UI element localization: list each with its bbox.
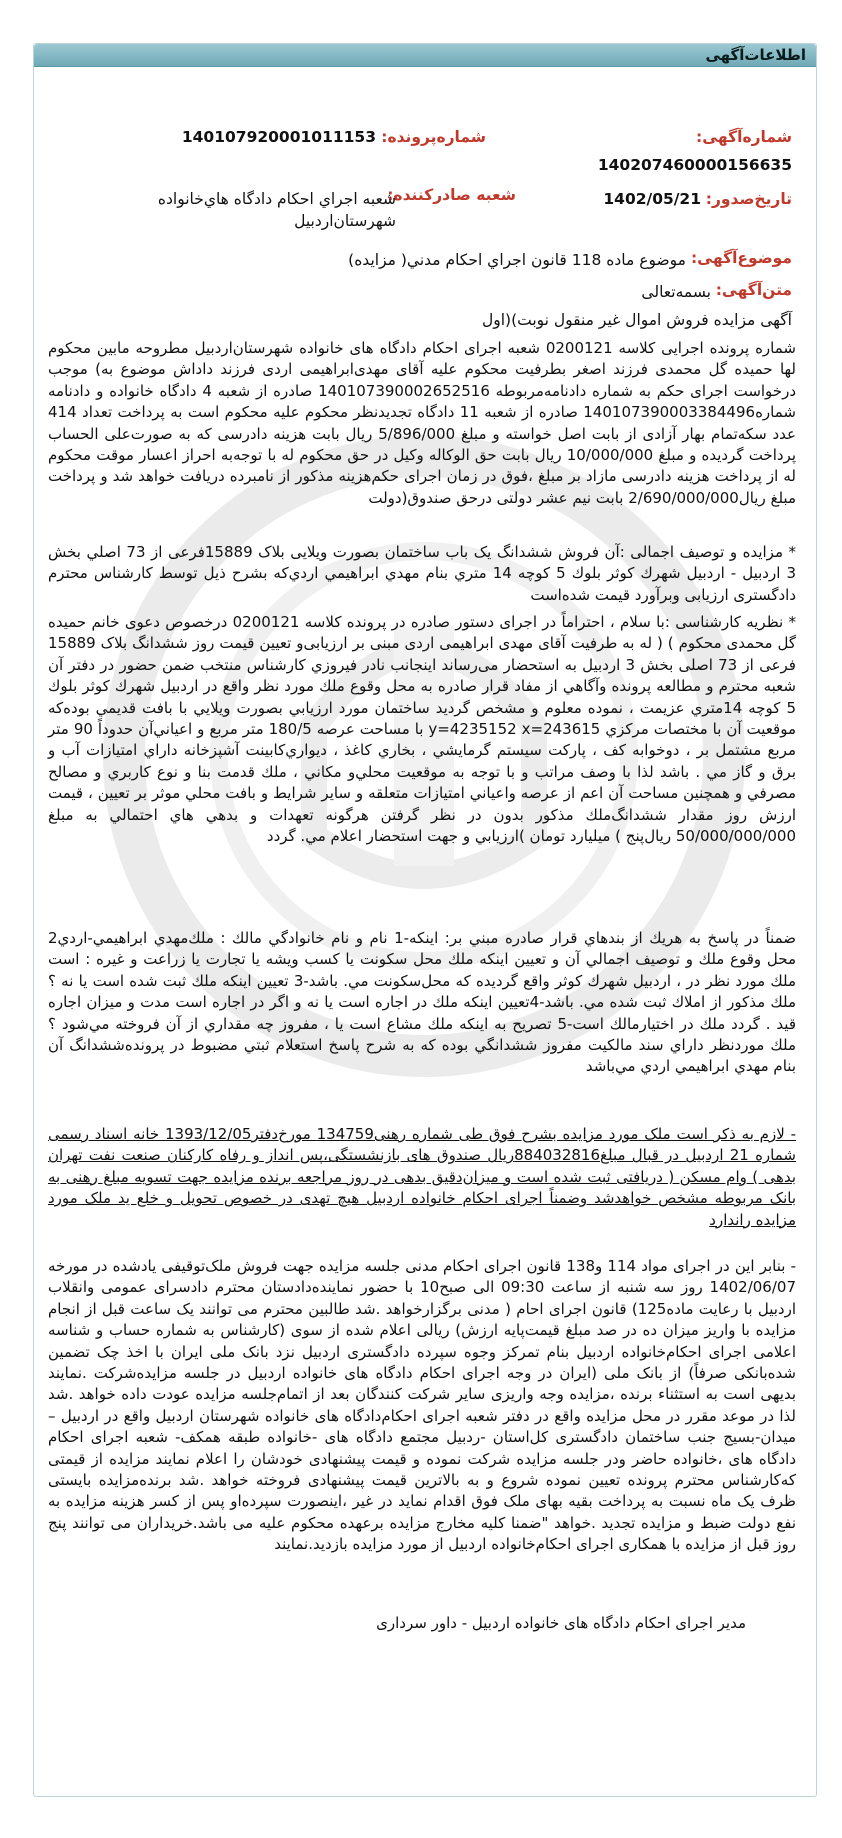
ad-number-value: 140207460000156635 [597, 156, 792, 174]
notice-content [34, 66, 816, 1796]
paragraph-mortgage-note: - لازم به ذکر است ملک مورد مزایده بشرح فوق طی شماره رهنی134759 مورخ‌دفتر1393/12/05 خانه اسناد رسمی شماره 21 اردبیل در قبال مبلغ884032816ریال صندوق های بازنشستگی،پس انداز و رفاه کارکنان صنعت نفت تهران بدهی ) وام مسکن ( دریافتی ثبت شده است و میزان‌دقیق بدهی در روز مراجعه برنده مزایده جهت تسویه مبلغ رهنی به بانک مربوطه مشخص خواهدشد وضمناً اجرای احکام خانواده اردبیل هیچ تهدی در خصوص تحویل و خلع ید ملک مورد مزایده راندارد [48, 1125, 796, 1229]
paragraph-auction-terms: - بنابر این در اجرای مواد 114 و138 قانون اجرای احکام مدنی جلسه مزایده جهت فروش ملک‌توقیفی یادشده در مورخه 1402/06/07 روز سه شنبه از ساعت 09:30 الی صبح10 با حضور نماینده‌دادستان محترم دادسرای عمومی وانقلاب اردبیل با رعایت ماده125) قانون اجرای احام ( مدنی برگزارخواهد .شد طالبین محترم می توانند یک ساعت قبل از انجام مزایده با واریز میزان ده در صد مبلغ قیمت‌پایه ارزش) ریالی اعلام شده از سوی (کارشناس به شماره حساب و شناسه اعلامی اجرای احکام‌خانواده اردبیل بنام تمرکز وجوه سپرده دادگستری اردبیل نزد بانک ملی ایران با اخذ چک تضمین شده‌بانکی صرفاً) از بانک ملی (ایران در وجه اجرای احکام دادگاه های خانواده اردبیل در جلسه مزایده‌شرکت .نمایند بدیهی است به استثناء برنده ،مزایده وجه واریزی سایر شرکت کنندگان بعد از اتمام‌جلسه مزایده عودت داده خواهد .شد لذا در موعد مقرر در محل مزایده واقع در دفتر شعبه اجرای احکام‌دادگاه های خانواده شهرستان اردبیل واقع در اردبیل – میدان-بسیج جنب ساختمان دادگستری کل‌استان -ردبیل مجتمع دادگاه های -خانواده طبقه همکف- شعبه اجرای احکام دادگاه های ،خانواده حاضر ودر جلسه مزایده شرکت نموده و قیمت پیشنهادی خودشان را اعلام نمایند مزایده از قیمتی که‌کارشناس محترم پرونده تعیین نموده شروع و به بالاترین قیمت پیشنهادی فروخته خواهد .شد برنده‌مزایده بایستی ظرف یک ماه نسبت به پرداخت بقیه بهای ملک فوق اقدام نماید در غیر ،اینصورت سپرده‌او پس از کسر هزینه مزایده به نفع دولت ضبط و مزایده تجدید .خواهد "ضمنا کلیه مخارج مزایده برعهده محکوم علیه می باشد.خریداران می توانند پنج روز قبل از مزایده با همکاری اجرای احکام‌خانواده اردبیل از مورد مزایده بازدید.نمایند [48, 1257, 797, 1554]
subject-label: موضوع‌آگهی: [690, 249, 792, 267]
subject-value: موضوع ماده 118 قانون اجراي احكام مدني( مزايده) [348, 251, 686, 269]
case-number-value: 140107920001011153 [181, 128, 376, 146]
panel-header [34, 44, 816, 67]
notice-title: آگهی مزایده فروش اموال غیر منقول نوبت)(اول [481, 311, 792, 329]
paragraph-case-details: شماره پرونده اجرایی کلاسه 0200121 شعبه اجرای احکام دادگاه های خانواده شهرستان‌اردبیل مطروحه مابین محکوم لها حمیده گل محمدی فرزند اصغر بطرفیت محکوم علیه آقای مهدی‌ابراهیمی اردی فرزند داداش موضوع به) موجب درخواست اجرای حکم به شماره دادنامه‌مربوطه 140107390002652516 صادره از شعبه 4 دادگاه خانواده و دادنامه شماره140107390003384496 صادره از شعبه 11 دادگاه تجدیدنظر محکوم علیه محکوم است به پرداخت تعداد 414 عدد سکه‌تمام بهار آزادی از بابت اصل خواسته و مبلغ 5/896/000 ریال بابت هزینه دادرسی که به صورت‌علی الحساب پرداخت گردیده و مبلغ 10/000/000 ریال بابت حق الوکاله وکیل در حق محکوم له با توجه‌به احراز اعسار موقت محکوم له از پرداخت هزینه دادرسی مازاد بر مبلغ ،فوق در زمان اجرای حکم‌هزینه مذکور از نامبرده دریافت خواهد شد و پرداخت مبلغ ریال2/690/000/000 بابت نیم عشر دولتی درحق صندوق(دولت [48, 339, 796, 507]
paragraph-property-summary: * مزایده و توصیف اجمالی :آن فروش ششدانگ یک باب ساختمان بصورت ویلایی بلاک 15889فرعی از 73 اصلي بخش 3 اردبیل - اردبیل شهرك كوثر بلوك 5 كوچه 14 متري بنام مهدي ابراهيمي اردي‌كه بشرح ذیل توسط کارشناس محترم دادگستری ارزیابی وبرآورد قیمت شده‌است [48, 543, 797, 604]
panel-title: اطلاعات‌آگهی [705, 46, 806, 64]
paragraph-expert-opinion: * نظریه کارشناسی :با سلام ، احتراماً در اجرای دستور صادره در پرونده کلاسه 0200121 درخصوص دعوی خانم حمیده گل محمدی محکوم ) ( له به طرفیت آقای مهدی ابراهیمی اردی مبنی بر ارزیابی‌و تعیین قیمت روز ششدانگ بلاک 15889 فرعی از 73 اصلی بخش 3 اردبیل به استحضار می‌رساند اینجانب نادر فیروزي كارشناس منتخب ضمن حضور در دفتر آن شعبه محترم و مطالعه پرونده وآگاهي از مفاد قرار صادره به محل وقوع ملك مورد نظر واقع در اردبيل شهرك كوثر بلوك 5 كوچه 14متري عزيمت ، نموده معلوم و مشخص گرديد ساختمان مورد ارزيابي بصورت ويلايي با بافت قديمي بوده‌كه موقعيت آن با مختصات مركزي y=4235152 x=243615 با مساحت عرصه 180/5 متر مربع و اعياني‌آن حدوداً 90 متر مربع مشتمل بر ، دوخوابه كف ، پاركت سيستم گرمايشي ، بخاري كاغذ ، ديواري‌كابينت آشپزخانه داراي امتيازات آب و برق و گاز مي . باشد لذا با وصف مراتب و با توجه به موقعيت محلي‌و مكاني ، ملك قدمت بنا و نوع كاربري و مصالح مصرفي و همچنين مساحت آن اعم از عرصه واعياني امتيازات متعلقه و ساير شرايط و بافت محلي موثر بر تعيين ، قيمت ارزش روز مقدار ششدانگ‌ملك مذكور بدون در نظر گرفتن هرگونه تعهدات و بدهي هاي احتمالي به مبلغ 50/000/000/000 ريال‌پنج ) ميليارد تومان )ارزيابي و جهت استحضار اعلام مي. گردد [48, 613, 796, 846]
notice-panel [33, 43, 817, 1797]
ad-number-label: شماره‌آگهی: [696, 128, 792, 146]
issue-date-value: 1402/05/21 [603, 190, 701, 208]
issuer-branch-line2: شهرستان‌اردبيل [294, 212, 396, 230]
salutation: بسمه‌تعالی [641, 283, 711, 301]
case-number-label: شماره‌پرونده: [381, 128, 486, 146]
body-label: متن‌آگهی: [715, 281, 792, 299]
signature: مدیر اجرای احکام دادگاه های خانواده اردبیل - داور سرداری [376, 1614, 746, 1632]
paragraph-owner-answers: ضمناً در پاسخ به هريك از بندهاي قرار صادره مبني بر: اينكه-1 نام و نام خانوادگي مالك : ملك‌مهدي ابراهيمي-اردي2 محل وقوع ملك و توصيف اجمالي آن و تعيين اينكه ملك محل سكونت يا كسب ويشه يا تجارت يا زراعت و غيره : است ملك مورد نظر در ، اردبيل شهرك كوثر واقع گرديده كه محل‌سكونت مي. باشد-3 تعيين اينكه ملك ثبت شده است يا نه ؟ ملك مذكور از املاك ثبت شده مي. باشد-4تعيين اينكه ملك در اجاره است يا نه و اگر در اجاره است مدت و ميزان اجاره قيد . گردد ملك در اختيارمالك است-5 تصريح به اينكه ملك مشاع است يا ، مفروز چه مقداري از آن فروخته مي‌شود ؟ ملك موردنظر داراي سند مالكيت مفروز ششدانگي بوده كه به شرح پاسخ استعلام ثبتي مضبوط در پرونده‌ششدانگ آن بنام مهدي ابراهيمي اردي مي‌باشد [48, 929, 796, 1076]
issuer-branch-label: شعبه صادرکننده: [387, 186, 516, 204]
issue-date-label: تاریخ‌صدور: [705, 190, 792, 208]
issuer-branch-line1: شعبه اجراي احكام دادگاه هاي‌خانواده [157, 190, 396, 208]
